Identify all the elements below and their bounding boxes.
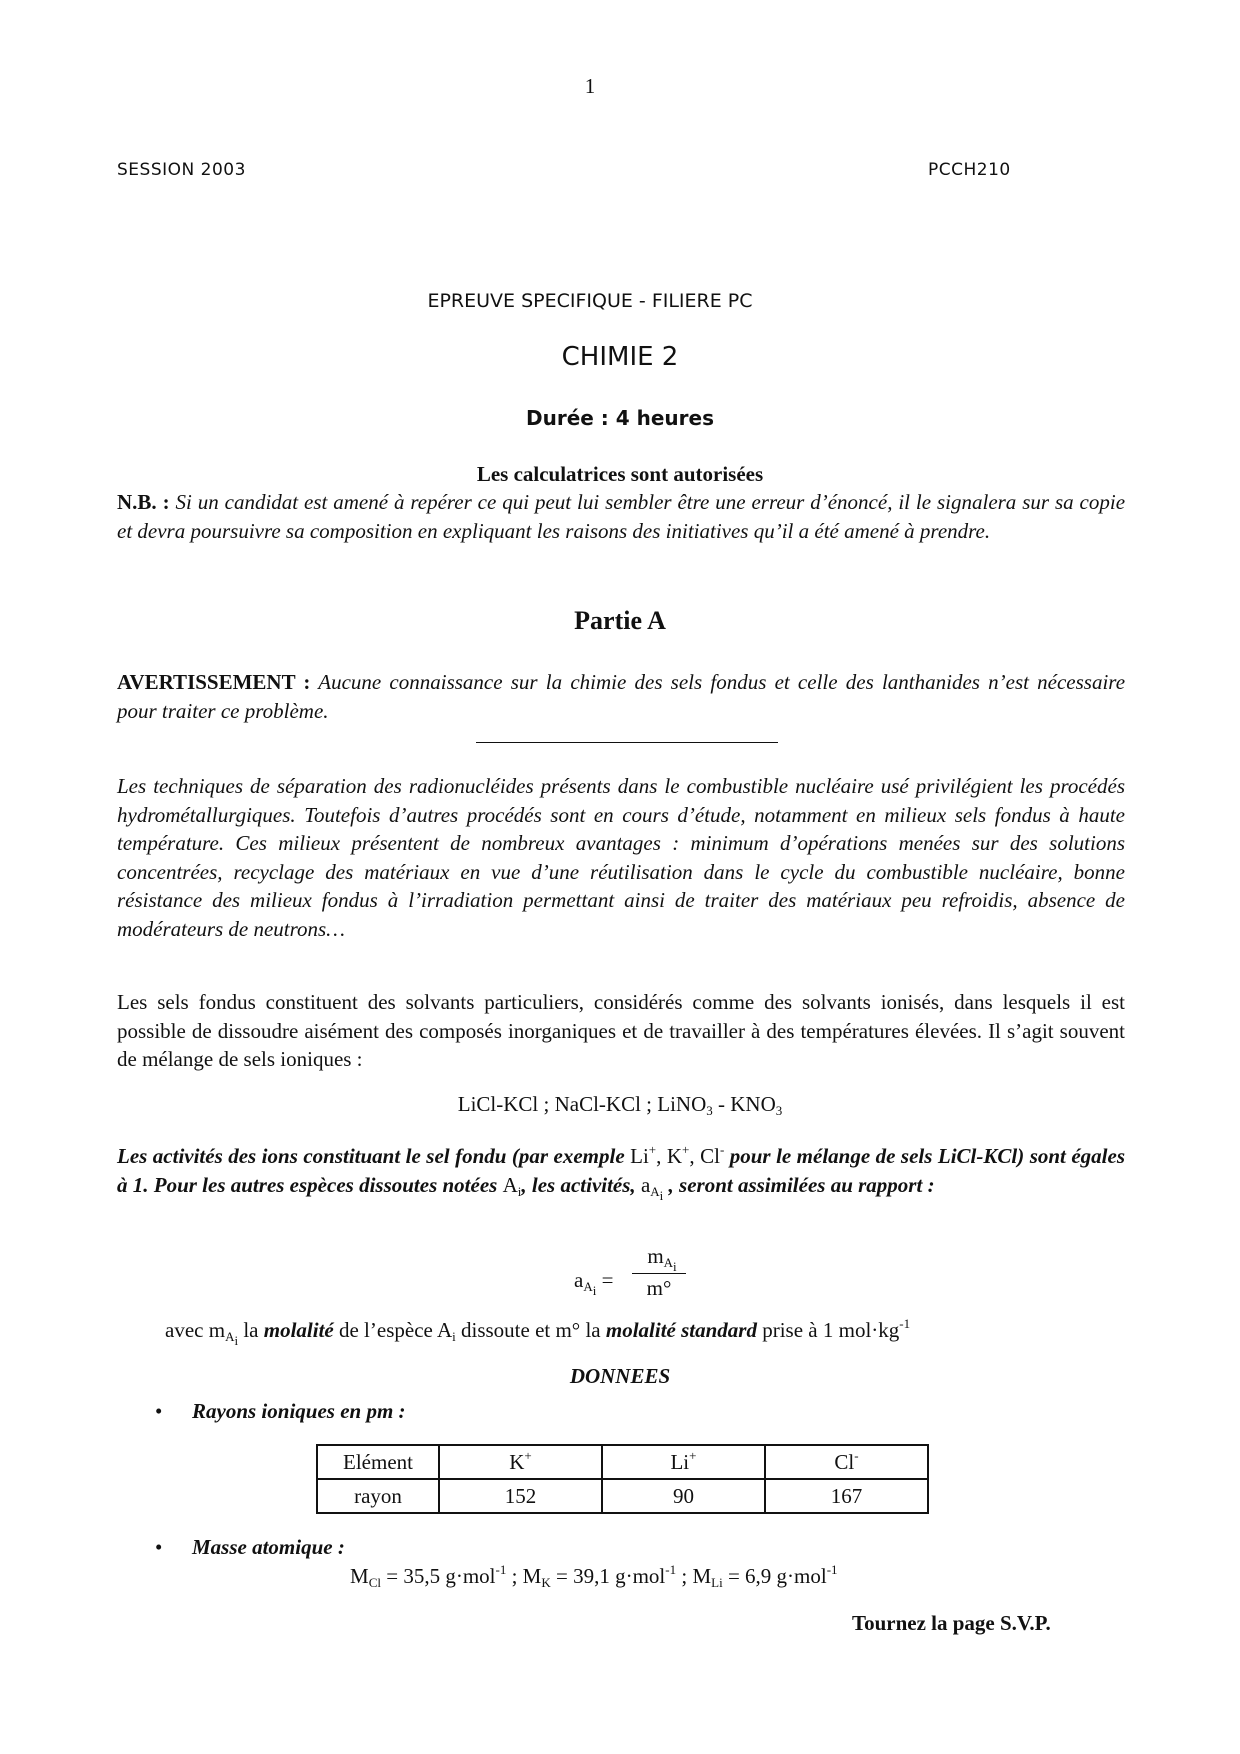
duration: Durée : 4 heures	[525, 406, 714, 430]
avertissement-text: Aucune connaissance sur la chimie des sels fondus et celle des lanthanides n’est nécessaire pour traiter ce problème.	[117, 670, 1126, 723]
turn-page-note: Tournez la page S.V.P.	[852, 1611, 1051, 1635]
avertissement-paragraph	[117, 668, 1125, 725]
molalite-line: avec $m_{A_i}$ la molalité de l’espèce $A_i$ dissoute et m° la molalité standard prise à 1 $mol\cdot kg^{-1}$	[165, 1316, 911, 1348]
table-cell: 90	[602, 1479, 765, 1513]
nb-paragraph	[117, 488, 1125, 545]
salt-formulas: LiCl-KCl ; NaCl-KCl ; LiNO$_3$ - $KNO_3$	[457, 1092, 783, 1118]
fraction-bar	[632, 1273, 686, 1274]
avertissement-label: AVERTISSEMENT :	[117, 670, 311, 694]
fraction-numerator: $m_{A_i}$	[647, 1244, 677, 1274]
table-header-cell: Elément	[317, 1445, 439, 1479]
atomic-masses: $M_{Cl} = 35,5$ g·mol$^{-1}$ ; $M_K = 39,1$ g·mol$^{-1}$ ; $M_{Li} = 6,9$ g·mol$^{-1}$	[350, 1562, 838, 1590]
bullet-rayons: •	[155, 1399, 163, 1423]
table-cell: 167	[765, 1479, 928, 1513]
rayons-title: Rayons ioniques en pm :	[192, 1399, 406, 1423]
table-cell: rayon	[317, 1479, 439, 1513]
activites-paragraph: Les activités des ions constituant le sel fondu (par exemple Li+, K+, Cl- pour le mélange de sels LiCl-KCl) sont égales à 1. Pour les autres espèces dissoutes notées $A_i$, les activités, $a_{A_i}$ , seront assimilées au rapport :	[117, 1142, 1125, 1203]
epreuve-title: EPREUVE SPECIFIQUE - FILIERE PC	[427, 290, 753, 312]
table-header-row	[317, 1445, 928, 1479]
calculators-note: Les calculatrices sont autorisées	[476, 462, 764, 486]
bullet-masse: •	[155, 1535, 163, 1559]
subject-title: CHIMIE 2	[561, 342, 679, 372]
nb-label: N.B. :	[117, 490, 170, 514]
table-header-cell: Cl-	[765, 1445, 928, 1479]
table-header-cell: K+	[439, 1445, 602, 1479]
donnees-heading: DONNEES	[569, 1364, 671, 1388]
table-row	[317, 1479, 928, 1513]
intro-paragraph: Les techniques de séparation des radionucléides présents dans le combustible nucléaire usé privilégient les procédés hydrométallurgiques. Toutefois d’autres procédés sont en cours d’étude, notamment en milieux sels fondus à haute température. Ces milieux présentent de nombreux avantages : minimum d’opérations menées sur des solutions concentrées, recyclage des matériaux en vue d’une réutilisation dans le cycle du combustible nucléaire, bonne résistance des milieux fondus à l’irradiation permettant ainsi de traiter des matériaux peu refroidis, absence de modérateurs de neutrons…	[117, 774, 1125, 941]
exam-code: PCCH210	[928, 160, 1011, 180]
partie-heading: Partie A	[574, 606, 666, 635]
table-header-cell: Li+	[602, 1445, 765, 1479]
fraction-lhs: $a_{A_i}$ =	[574, 1268, 614, 1298]
table-cell: 152	[439, 1479, 602, 1513]
sels-paragraph: Les sels fondus constituent des solvants particuliers, considérés comme des solvants ionisés, dans lesquels il est possible de dissoudre aisément des composés inorganiques et de travailler à des températures élevées. Il s’agit souvent de mélange de sels ioniques :	[117, 990, 1125, 1071]
separator-line	[476, 742, 778, 743]
nb-text: Si un candidat est amené à repérer ce qui peut lui sembler être une erreur d’énoncé, il le signalera sur sa copie et devra poursuivre sa composition en expliquant les raisons des initiatives qu’il a été amené à prendre.	[117, 490, 1126, 543]
fraction-denominator: m°	[646, 1276, 672, 1300]
masse-title: Masse atomique :	[192, 1535, 345, 1559]
page-number: 1	[584, 74, 596, 98]
session-label: SESSION 2003	[117, 160, 246, 180]
rayons-table	[316, 1444, 929, 1514]
